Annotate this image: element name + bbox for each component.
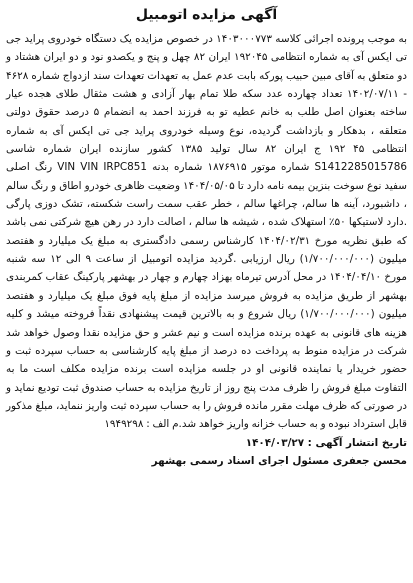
notice-title: آگهی مزایده اتومبیل bbox=[135, 7, 278, 23]
publish-date: تاریخ انتشار آگهی : ۱۴۰۴/۰۳/۲۷ bbox=[245, 436, 407, 449]
notice-body: به موجب پرونده اجرائی کلاسه ۱۴۰۳۰۰۰۷۷۳ در خصوص مزایده یک دستگاه خودروی پراید جی تی ایکس آی به شماره انتظامی ۱۹۲۰۴۵ ایران ۸۲ چهل و پنج و یکصدو نود و دو ایران هشتاد و دو متعلق به آقای مبین حبیب پورکه بابت عدم عمل به تعهدات تعهدات سند ازدواج شماره ۴۶۲۸ - ۱۴۰۲/۰۷/۱۱ تعداد چهارده عدد سکه طلا تمام بهار آزادی و هشت مثقال طلای هجده عیار ساخته بعنوان اصل طلب به خانم عطیه تو به فرزند احمد به انضمام ۵ درصد حقوق دولتی متعلقه ، بدهکار و بازداشت گردیده، نوع وسیله خودروی پراید جی تی ایکس آی به شماره انتظامی ۴۵ ۱۹۲ ج ایران ۸۲ سال تولید ۱۳۸۵ کشور سازنده ایران شماره شاسی S1412285015786 شماره موتور ۱۸۷۶۹۱۵ شماره بدنه VIN VIN IRPC851 رنگ اصلی سفید نوع سوخت بنزین بیمه نامه دارد تا ۱۴۰۴/۰۵/۰۵ وضعیت ظاهری خودرو اطاق و رنگ سالم ، داشبورد، آینه ها سالم، چراغها سالم ، خطر عقب سمت راست شکسته، تشک دوزی پارگی .دارد لاستیکها ۵۰٪ استهلاک شده ، شیشه ها سالم ، اصالت دارد در رهن هیچ شرکتی نمی باشد که طبق نظریه مورخ ۱۴۰۴/۰۲/۳۱ کارشناس رسمی دادگستری به مبلغ یک میلیارد و هفتصد میلیون (۱/۷۰۰/۰۰۰/۰۰۰) ریال ارزیابی .گردید مزایده اتومبیل از ساعت ۹ الی ۱۲ سه شنبه مورخ ۱۴۰۴/۰۴/۱۰ در محل آدرس تیرماه بهزاد چهارم و چهار در بهشهر پارکینگ عقاب کمربندی بهشهر از طریق مزایده به فروش میرسد مزایده از مبلغ پایه فوق مبلغ یک میلیارد و هفتصد میلیون (۱/۷۰۰/۰۰۰/۰۰۰) ریال شروع و به بالاترین قیمت پیشنهادی نقداً فروخته میشد و کلیه هزینه های قانونی به عهده برنده مزایده است و نیم عشر و حق مزایده نقدا وصول خواهد شد شرکت در مزایده منوط به پرداخت ده درصد از مبلغ پایه کارشناسی به حساب سپرده ثبت و حضور خریدار یا نماینده قانونی او در جلسه مزایده است برنده مزایده مکلف است ما به التفاوت مبلغ فروش را ظرف مدت پنج روز از تاریخ مزایده به حساب صندوق ثبت تودیع نماید و در صورتی که ظرف مهلت مقرر مانده فروش را به حساب سپرده ثبت واریز ننماید، مبلغ مذکور قابل استرداد نبوده و به حساب خزانه واریز خواهد شد.م الف : ۱۹۴۹۲۹۸ bbox=[6, 33, 408, 431]
signature: محسن جعفری مسئول اجرای اسناد رسمی بهشهر bbox=[151, 454, 407, 467]
